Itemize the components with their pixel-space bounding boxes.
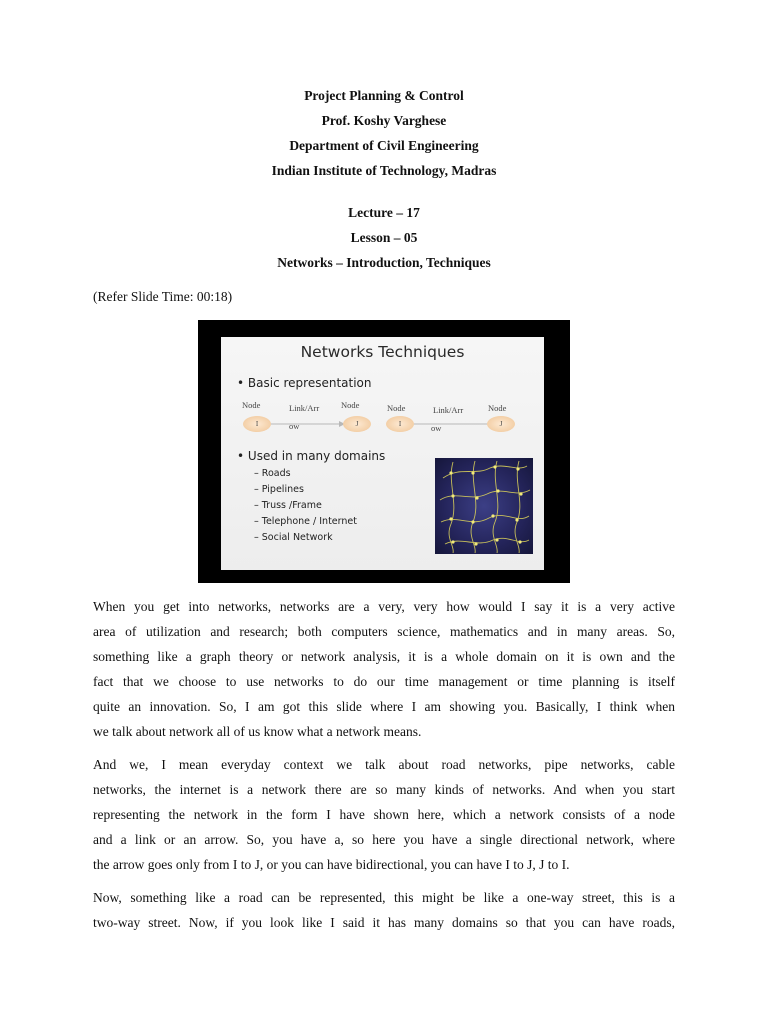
domain-item: – Truss /Frame [254,500,322,511]
network-graph-image [435,458,533,554]
paragraph-line: area of utilization and research; both computers science, mathematics and in many areas. So, [93,624,675,639]
domain-item: – Telephone / Internet [254,516,357,527]
slide-content [221,337,544,570]
paragraph-line: Now, something like a road can be represented, this might be like a one-way street, this is a [93,890,675,905]
paragraph-line: something like a graph theory or network analysis, it is a whole domain on it is own and the [93,649,675,664]
slide-image [198,320,570,583]
lecture-topic: Networks – Introduction, Techniques [277,255,491,270]
institute-name: Indian Institute of Technology, Madras [271,163,497,178]
bullet-dot-icon: • [237,449,248,463]
lesson-number: Lesson – 05 [350,230,418,245]
paragraph-line: fact that we choose to use networks to do our time management or time planning is itself [93,674,675,689]
domain-item: – Roads [254,468,291,479]
paragraph-line: quite an innovation. So, I am got this slide where I am showing you. Basically, I think when [93,699,675,714]
paragraph-line: representing the network in the form I have shown here, which a network consists of a node [93,807,675,822]
network-graph-icon [435,458,533,554]
node-label-3: Node [387,403,406,413]
domain-item: – Social Network [254,532,333,543]
bullet-dot-icon: • [237,376,248,390]
paragraph-line: we talk about network all of us know what a network means. [93,724,422,739]
link-label-1-cont: ow [289,421,300,431]
professor-name: Prof. Koshy Varghese [321,113,447,128]
link-label-1: Link/Arr [289,403,320,413]
refer-slide-time: (Refer Slide Time: 00:18) [93,289,233,304]
paragraph-line: And we, I mean everyday context we talk about road networks, pipe networks, cable [93,757,675,772]
link-label-2: Link/Arr [433,405,464,415]
bullet-used-in-many-domains: • Used in many domains [237,449,386,463]
paragraph-line: When you get into networks, networks are a very, very how would I say it is a very active [93,599,675,614]
lecture-number: Lecture – 17 [348,205,420,220]
node-j-2: J [487,416,515,432]
node-label-1: Node [242,400,261,410]
node-label-2: Node [341,400,360,410]
paragraph-line: networks, the internet is a network there are so many kinds of networks. And when you start [93,782,675,797]
slide-title: Networks Techniques [300,343,465,361]
node-i-2: I [386,416,414,432]
node-j-1: J [343,416,371,432]
paragraph-line: the arrow goes only from I to J, or you can have bidirectional, you can have I to J, J to I. [93,857,570,872]
paragraph-line: and a link or an arrow. So, you have a, so here you have a single directional network, where [93,832,675,847]
link-label-2-cont: ow [431,423,442,433]
paragraph-line: two-way street. Now, if you look like I said it has many domains so that you can have roads, [93,915,675,930]
domain-item: – Pipelines [254,484,304,495]
bullet-basic-representation: • Basic representation [237,376,372,390]
department-name: Department of Civil Engineering [289,138,479,153]
node-i-1: I [243,416,271,432]
course-title: Project Planning & Control [304,88,464,103]
node-label-4: Node [488,403,507,413]
